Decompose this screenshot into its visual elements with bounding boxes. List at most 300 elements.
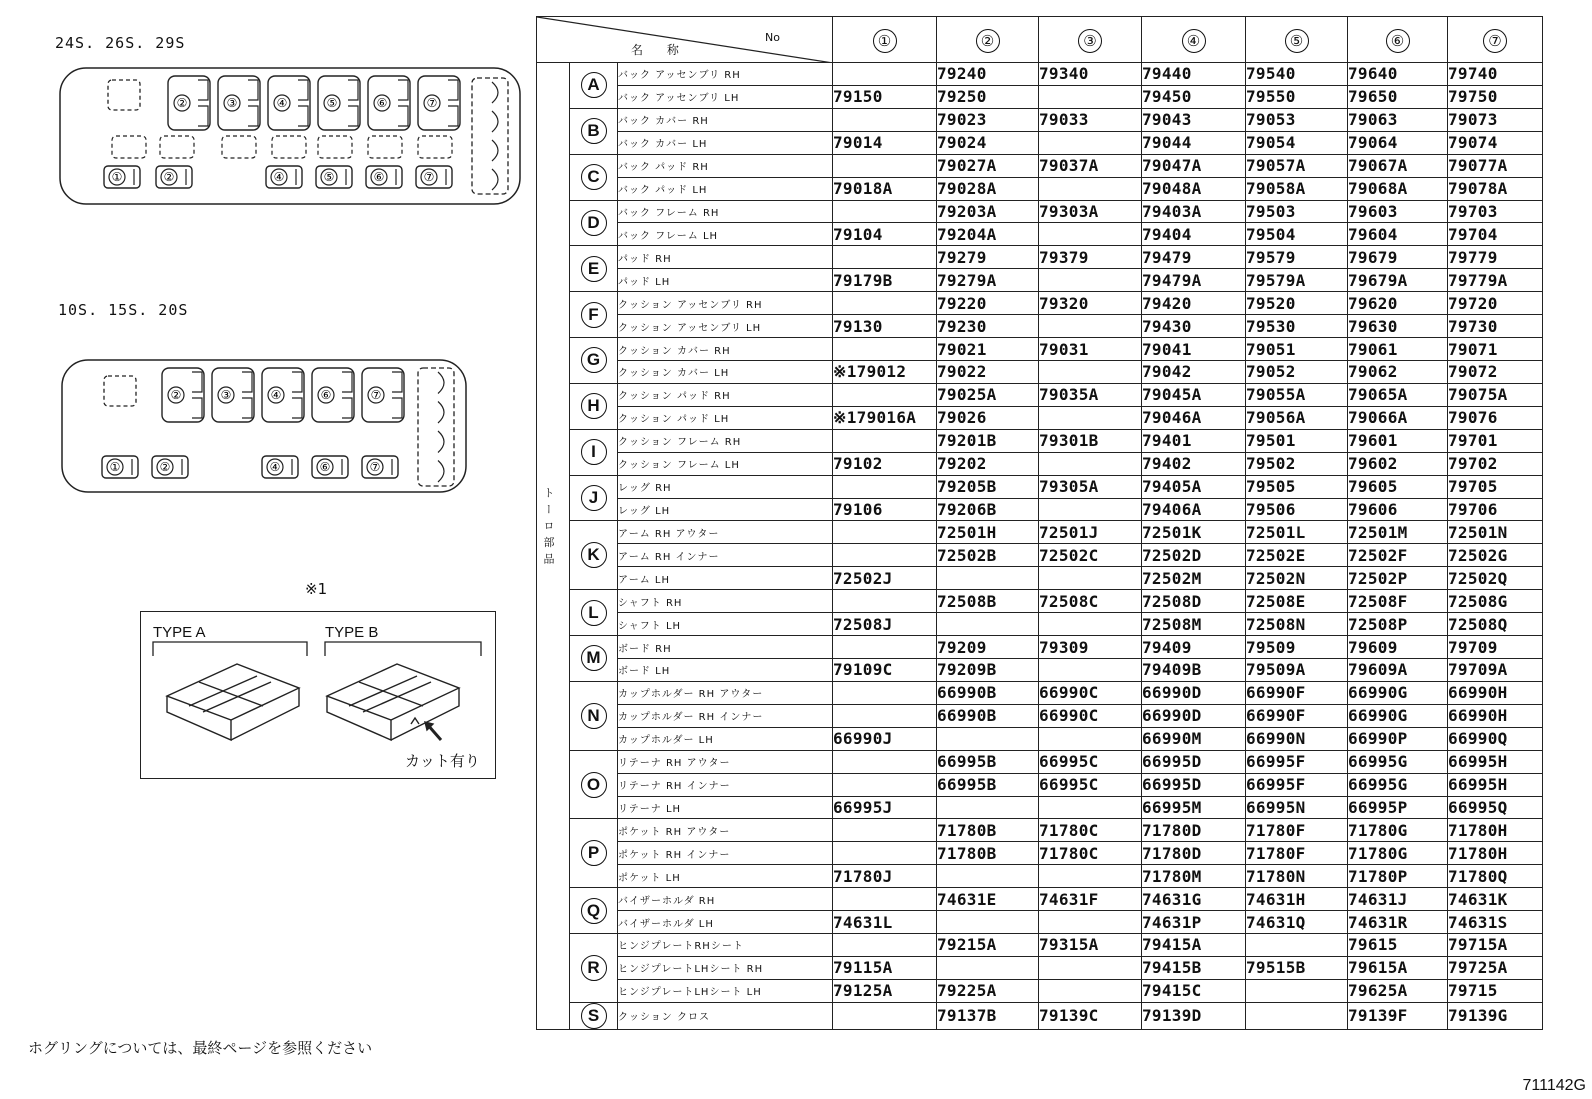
part-number-cell: [1039, 796, 1142, 819]
part-group-letter-badge: G: [581, 347, 607, 373]
part-number-cell: [1246, 979, 1348, 1002]
part-number-cell: [833, 154, 937, 177]
part-number-cell: 79075A: [1448, 383, 1543, 406]
column-header-6: ⑥: [1348, 17, 1448, 63]
part-number-cell: 74631R: [1348, 911, 1448, 934]
part-group-letter: [570, 108, 618, 154]
part-number-cell: [937, 613, 1039, 636]
part-number-cell: [833, 338, 937, 361]
part-number-cell: [833, 681, 937, 704]
table-row: [537, 338, 1543, 361]
folding-seat: [318, 136, 352, 158]
part-number-cell: 79279A: [937, 269, 1039, 292]
part-number-cell: 72508F: [1348, 590, 1448, 613]
seat-number: ⑦: [426, 96, 438, 110]
part-name: バック アッセンブリ LH: [618, 85, 833, 108]
part-number-cell: 79506: [1246, 498, 1348, 521]
part-number-cell: 79709: [1448, 636, 1543, 659]
part-number-cell: 72502D: [1142, 544, 1246, 567]
part-number-cell: 72502F: [1348, 544, 1448, 567]
part-number-cell: 79073: [1448, 108, 1543, 131]
part-number-cell: 79779: [1448, 246, 1543, 269]
part-number-cell: 66990B: [937, 704, 1039, 727]
part-number-cell: [833, 590, 937, 613]
part-number-cell: 79202: [937, 452, 1039, 475]
part-number-cell: 79125A: [833, 979, 937, 1002]
part-name: レッグ RH: [618, 475, 833, 498]
part-number-cell: 79109C: [833, 658, 937, 681]
part-number-cell: 79305A: [1039, 475, 1142, 498]
part-number-cell: 79130: [833, 315, 937, 338]
part-number-cell: [833, 773, 937, 796]
part-number-cell: 66990M: [1142, 727, 1246, 750]
part-number-cell: 79630: [1348, 315, 1448, 338]
part-number-cell: 79720: [1448, 292, 1543, 315]
part-number-cell: 72508J: [833, 613, 937, 636]
part-name: バック フレーム LH: [618, 223, 833, 246]
folding-seat: [112, 136, 146, 158]
part-number-cell: 79409B: [1142, 658, 1246, 681]
part-number-cell: [833, 200, 937, 223]
type-a-cushion: [167, 664, 299, 740]
table-row: [537, 567, 1543, 590]
part-number-cell: 79048A: [1142, 177, 1246, 200]
table-row: [537, 544, 1543, 567]
part-number-cell: 79201B: [937, 429, 1039, 452]
part-number-cell: 79406A: [1142, 498, 1246, 521]
part-number-cell: 79606: [1348, 498, 1448, 521]
part-number-cell: 71780G: [1348, 819, 1448, 842]
part-group-letter-badge: A: [581, 72, 607, 98]
part-name: バイザーホルダ LH: [618, 911, 833, 934]
part-number-cell: 79225A: [937, 979, 1039, 1002]
seat-bottom: [262, 456, 298, 478]
part-number-cell: 79603: [1348, 200, 1448, 223]
part-number-cell: 79515B: [1246, 956, 1348, 979]
part-number-cell: [1246, 1002, 1348, 1029]
part-number-cell: [833, 429, 937, 452]
table-row: [537, 360, 1543, 383]
part-number-cell: 79320: [1039, 292, 1142, 315]
part-group-letter-badge: P: [581, 840, 607, 866]
table-row: [537, 63, 1543, 86]
part-number-cell: 79709A: [1448, 658, 1543, 681]
seat-bottom: [312, 456, 348, 478]
part-number-cell: 66995F: [1246, 750, 1348, 773]
parts-table: [536, 16, 1543, 1030]
part-number-cell: [833, 819, 937, 842]
seat-number: ⑥: [319, 460, 331, 474]
part-number-cell: 79065A: [1348, 383, 1448, 406]
part-number-cell: 79150: [833, 85, 937, 108]
table-row: [537, 521, 1543, 544]
part-number-cell: 79205B: [937, 475, 1039, 498]
part-number-cell: 79023: [937, 108, 1039, 131]
part-number-cell: 79056A: [1246, 406, 1348, 429]
part-number-cell: 79403A: [1142, 200, 1246, 223]
part-name: パッド RH: [618, 246, 833, 269]
seat-number: ⑥: [373, 170, 385, 184]
part-number-cell: 79509A: [1246, 658, 1348, 681]
seat-number: ⑦: [369, 460, 381, 474]
seat-top: [268, 76, 310, 130]
part-number-cell: [1039, 223, 1142, 246]
seat-bottom: [366, 166, 402, 188]
part-group-letter: [570, 636, 618, 682]
seat-bottom: [104, 166, 140, 188]
seat-number: ②: [176, 96, 188, 110]
part-number-cell: 79315A: [1039, 934, 1142, 957]
part-number-cell: 66995H: [1448, 773, 1543, 796]
part-number-cell: [833, 63, 937, 86]
seat-number: ⑥: [376, 96, 388, 110]
table-row: [537, 613, 1543, 636]
part-name: リテーナ RH アウター: [618, 750, 833, 773]
part-number-cell: [833, 1002, 937, 1029]
part-number-cell: 71780P: [1348, 865, 1448, 888]
seat-top: [168, 76, 210, 130]
part-number-cell: 71780M: [1142, 865, 1246, 888]
part-number-cell: 71780N: [1246, 865, 1348, 888]
part-name: バック アッセンブリ RH: [618, 63, 833, 86]
part-number-cell: 79404: [1142, 223, 1246, 246]
part-number-cell: 79706: [1448, 498, 1543, 521]
table-row: [537, 292, 1543, 315]
seat-top: [318, 76, 360, 130]
part-number-cell: 79702: [1448, 452, 1543, 475]
folding-seat: [418, 136, 452, 158]
part-number-cell: 79071: [1448, 338, 1543, 361]
part-name: クッション カバー RH: [618, 338, 833, 361]
part-number-cell: 79045A: [1142, 383, 1246, 406]
part-number-cell: 72502E: [1246, 544, 1348, 567]
part-number-cell: [937, 911, 1039, 934]
part-number-cell: 79409: [1142, 636, 1246, 659]
part-number-cell: 72502G: [1448, 544, 1543, 567]
seat-number: ⑦: [423, 170, 435, 184]
part-number-cell: [1039, 406, 1142, 429]
part-number-cell: 66995J: [833, 796, 937, 819]
cushion-type-box: [140, 611, 496, 779]
part-number-cell: 72501L: [1246, 521, 1348, 544]
part-group-letter: [570, 338, 618, 384]
part-group-letter: [570, 521, 618, 590]
part-group-letter: [570, 383, 618, 429]
part-number-cell: 79715A: [1448, 934, 1543, 957]
part-number-cell: [833, 383, 937, 406]
part-number-cell: 79625A: [1348, 979, 1448, 1002]
part-number-cell: 66995P: [1348, 796, 1448, 819]
seat-number: ⑦: [370, 388, 382, 402]
part-name: アーム RH インナー: [618, 544, 833, 567]
part-number-cell: 79530: [1246, 315, 1348, 338]
seat-layout-diagram-1: [56, 60, 526, 205]
column-header-4: ④: [1142, 17, 1246, 63]
part-name: クッション クロス: [618, 1002, 833, 1029]
part-group-letter-badge: R: [581, 955, 607, 981]
group-cell: [537, 63, 570, 1030]
part-name: アーム LH: [618, 567, 833, 590]
part-number-cell: 79064: [1348, 131, 1448, 154]
table-row: [537, 131, 1543, 154]
seat-number: ③: [220, 388, 232, 402]
type-b-label: TYPE B: [325, 624, 379, 641]
table-row: [537, 85, 1543, 108]
part-number-cell: 74631H: [1246, 888, 1348, 911]
column-header-2: ②: [937, 17, 1039, 63]
column-header-5: ⑤: [1246, 17, 1348, 63]
part-number-cell: 79520: [1246, 292, 1348, 315]
part-number-cell: 66995D: [1142, 773, 1246, 796]
part-number-cell: 79139D: [1142, 1002, 1246, 1029]
seat-number: ⑤: [323, 170, 335, 184]
part-number-cell: 79601: [1348, 429, 1448, 452]
part-number-cell: 79067A: [1348, 154, 1448, 177]
part-number-cell: 79740: [1448, 63, 1543, 86]
seat-top: [212, 368, 254, 422]
part-number-cell: 79705: [1448, 475, 1543, 498]
part-number-cell: 79250: [937, 85, 1039, 108]
column-header-3: ③: [1039, 17, 1142, 63]
part-group-letter-badge: K: [581, 542, 607, 568]
part-number-cell: 79033: [1039, 108, 1142, 131]
figure-id: 711142G: [1522, 1077, 1586, 1094]
part-number-cell: 79405A: [1142, 475, 1246, 498]
part-number-cell: 79054: [1246, 131, 1348, 154]
part-number-cell: 79018A: [833, 177, 937, 200]
layout-title-1: 24S. 26S. 29S: [55, 34, 186, 52]
part-number-cell: 72508E: [1246, 590, 1348, 613]
part-number-cell: 79042: [1142, 360, 1246, 383]
table-row: [537, 773, 1543, 796]
part-number-cell: [1039, 613, 1142, 636]
part-number-cell: 79041: [1142, 338, 1246, 361]
seat-top: [368, 76, 410, 130]
part-number-cell: 72501H: [937, 521, 1039, 544]
table-row: [537, 681, 1543, 704]
part-number-cell: 66990C: [1039, 704, 1142, 727]
part-number-cell: 71780Q: [1448, 865, 1543, 888]
part-group-letter-badge: I: [581, 439, 607, 465]
part-group-letter: [570, 819, 618, 888]
part-number-cell: 79604: [1348, 223, 1448, 246]
part-number-cell: 66990D: [1142, 704, 1246, 727]
part-number-cell: 79028A: [937, 177, 1039, 200]
part-number-cell: 72502Q: [1448, 567, 1543, 590]
folding-seat: [368, 136, 402, 158]
table-row: [537, 246, 1543, 269]
part-number-cell: 71780G: [1348, 842, 1448, 865]
part-number-cell: 79057A: [1246, 154, 1348, 177]
part-number-cell: 79505: [1246, 475, 1348, 498]
part-number-cell: 79051: [1246, 338, 1348, 361]
part-number-cell: [937, 956, 1039, 979]
part-number-cell: 79301B: [1039, 429, 1142, 452]
part-number-cell: 72502C: [1039, 544, 1142, 567]
table-row: [537, 269, 1543, 292]
table-row: [537, 177, 1543, 200]
seat-number: ④: [273, 170, 285, 184]
part-number-cell: 79430: [1142, 315, 1246, 338]
part-number-cell: 79401: [1142, 429, 1246, 452]
part-number-cell: 79058A: [1246, 177, 1348, 200]
part-number-cell: [1039, 315, 1142, 338]
part-number-cell: [833, 521, 937, 544]
part-number-cell: 66995Q: [1448, 796, 1543, 819]
part-number-cell: 79579: [1246, 246, 1348, 269]
part-number-cell: [1039, 911, 1142, 934]
part-number-cell: 74631S: [1448, 911, 1543, 934]
part-number-cell: ※179012: [833, 360, 937, 383]
part-number-cell: 79043: [1142, 108, 1246, 131]
part-name: カップホルダー LH: [618, 727, 833, 750]
part-group-letter-badge: J: [581, 485, 607, 511]
part-number-cell: 66990D: [1142, 681, 1246, 704]
part-number-cell: 74631G: [1142, 888, 1246, 911]
part-name: バック パッド LH: [618, 177, 833, 200]
part-number-cell: 66995C: [1039, 773, 1142, 796]
part-group-letter-badge: Q: [581, 898, 607, 924]
table-row: [537, 498, 1543, 521]
part-number-cell: 79026: [937, 406, 1039, 429]
part-name: ポケット RH アウター: [618, 819, 833, 842]
part-number-cell: 79725A: [1448, 956, 1543, 979]
part-number-cell: 79503: [1246, 200, 1348, 223]
folding-seat: [160, 136, 194, 158]
part-number-cell: [1039, 360, 1142, 383]
part-number-cell: [1039, 269, 1142, 292]
part-number-cell: 79055A: [1246, 383, 1348, 406]
seat-bottom: [152, 456, 188, 478]
part-group-letter: [570, 750, 618, 819]
part-name: クッション フレーム LH: [618, 452, 833, 475]
part-group-letter-badge: S: [581, 1003, 607, 1029]
part-group-letter: [570, 63, 618, 109]
part-group-letter-badge: D: [581, 210, 607, 236]
seat-top: [312, 368, 354, 422]
part-group-letter: [570, 200, 618, 246]
header-name-cell: [537, 17, 833, 63]
table-row: [537, 636, 1543, 659]
part-number-cell: 66995B: [937, 750, 1039, 773]
note-mark: ※1: [305, 580, 328, 598]
part-number-cell: 66990P: [1348, 727, 1448, 750]
part-group-letter: [570, 429, 618, 475]
seat-number: ④: [270, 388, 282, 402]
part-number-cell: 79078A: [1448, 177, 1543, 200]
part-number-cell: 79062: [1348, 360, 1448, 383]
part-number-cell: 72502N: [1246, 567, 1348, 590]
column-header-7: ⑦: [1448, 17, 1543, 63]
part-number-cell: [937, 567, 1039, 590]
table-header-row: [537, 17, 1543, 63]
part-number-cell: 72501M: [1348, 521, 1448, 544]
part-number-cell: 79279: [937, 246, 1039, 269]
part-number-cell: 79220: [937, 292, 1039, 315]
part-number-cell: [1039, 498, 1142, 521]
part-number-cell: [1039, 727, 1142, 750]
seat-top: [362, 368, 404, 422]
seat-number: ⑤: [326, 96, 338, 110]
column-header-1: ①: [833, 17, 937, 63]
part-number-cell: 66990G: [1348, 704, 1448, 727]
seat-top: [218, 76, 260, 130]
part-number-cell: 71780B: [937, 842, 1039, 865]
footnote: ホグリングについては、最終ページを参照ください: [28, 1039, 373, 1057]
part-number-cell: 79420: [1142, 292, 1246, 315]
part-number-cell: 79203A: [937, 200, 1039, 223]
part-number-cell: 66990H: [1448, 704, 1543, 727]
part-number-cell: 71780J: [833, 865, 937, 888]
part-number-cell: 79502: [1246, 452, 1348, 475]
part-number-cell: 79701: [1448, 429, 1543, 452]
part-number-cell: 79605: [1348, 475, 1448, 498]
part-number-cell: [833, 108, 937, 131]
part-number-cell: 72508P: [1348, 613, 1448, 636]
seat-top: [262, 368, 304, 422]
part-number-cell: 66995N: [1246, 796, 1348, 819]
seat-number: ②: [170, 388, 182, 402]
seat-number: ②: [159, 460, 171, 474]
part-number-cell: 74631P: [1142, 911, 1246, 934]
part-number-cell: 79303A: [1039, 200, 1142, 223]
part-group-letter: [570, 475, 618, 521]
part-number-cell: 79046A: [1142, 406, 1246, 429]
part-number-cell: 79022: [937, 360, 1039, 383]
part-number-cell: 72502P: [1348, 567, 1448, 590]
part-number-cell: 72508B: [937, 590, 1039, 613]
seat-top: [418, 76, 460, 130]
part-number-cell: 79209B: [937, 658, 1039, 681]
table-row: [537, 452, 1543, 475]
part-number-cell: 72502J: [833, 567, 937, 590]
part-group-letter-badge: M: [581, 645, 607, 671]
header-name: 名 称: [631, 43, 689, 57]
part-name: クッション パッド RH: [618, 383, 833, 406]
part-name: シャフト LH: [618, 613, 833, 636]
seat-number: ⑥: [320, 388, 332, 402]
part-number-cell: 66990H: [1448, 681, 1543, 704]
part-number-cell: 79031: [1039, 338, 1142, 361]
part-number-cell: [833, 750, 937, 773]
table-row: [537, 727, 1543, 750]
part-number-cell: 66995B: [937, 773, 1039, 796]
part-name: リテーナ RH インナー: [618, 773, 833, 796]
part-number-cell: 79014: [833, 131, 937, 154]
part-number-cell: 79052: [1246, 360, 1348, 383]
part-name: ポケット LH: [618, 865, 833, 888]
part-number-cell: 79679A: [1348, 269, 1448, 292]
seat-number: ①: [109, 460, 121, 474]
table-row: [537, 383, 1543, 406]
part-number-cell: [1039, 85, 1142, 108]
part-number-cell: 79074: [1448, 131, 1543, 154]
part-name: カップホルダー RH インナー: [618, 704, 833, 727]
seat-top: [162, 368, 204, 422]
part-name: ヒンジプレートRHシート: [618, 934, 833, 957]
part-number-cell: 79230: [937, 315, 1039, 338]
part-number-cell: 79240: [937, 63, 1039, 86]
part-number-cell: [833, 292, 937, 315]
part-number-cell: 74631L: [833, 911, 937, 934]
part-number-cell: 79215A: [937, 934, 1039, 957]
part-number-cell: [1039, 979, 1142, 1002]
part-number-cell: 79061: [1348, 338, 1448, 361]
part-number-cell: 79550: [1246, 85, 1348, 108]
type-a-label: TYPE A: [153, 624, 206, 641]
part-number-cell: ※179016A: [833, 406, 937, 429]
part-name: バック パッド RH: [618, 154, 833, 177]
